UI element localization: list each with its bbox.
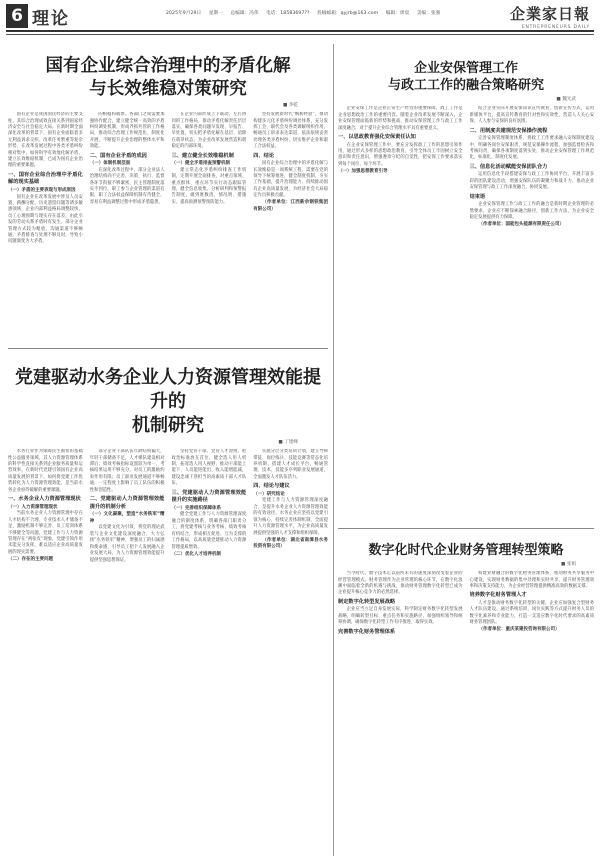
designer: 美编：张强 [416,11,441,16]
paragraph: 部分企业干部队伍年龄结构偏大，年轻干部储备不足，人才梯队建设相对滞后；绩效考核指标设置较为单一，考核结果运用不够充分，对员工的激励约束作用有限；员工职业发展通道不够畅通，一定程度上影响了员工队伍的积极性和创造性。 [89,449,165,493]
section-heading: 完善数字化财务管理体系 [338,628,396,635]
article-byline: ■ 李乾 [283,103,298,109]
article-headline [338,44,594,94]
text-column [90,449,165,861]
section-heading: 一、国有企业综合治理中矛盾化解的现实基础 [8,171,83,186]
paragraph: 结合企业实际开展安保知识宣传教育，创新宣传方式，运用新媒体平台，提高宣传教育的针对性和实效性，营造人人关心安保、人人参与安保的良好氛围。 [469,106,594,125]
article-safety [338,44,594,522]
paragraph: 的根据和载体。各部门之间需要加强协作配合，建立健全统一高效的矛盾纠纷调处机制，形成齐抓共管的工作格局，推动综合治理工作规范化、制度化开展，不断提升企业治理的整体水平和效能。 [89,112,165,150]
header-rule [6,30,594,32]
section-heading: 三、党建驱动人力资源管理效能提升的实施路径 [171,489,247,504]
paragraph: 企业应当立足自身发展实际，科学制定财务数字化转型发展战略，明确转型目标、重点任务和实施路径，加强组织领导和统筹协调，确保数字化转型工作有序推进、取得实效。 [338,607,463,626]
text-column [253,449,328,861]
section-heading: 一、以思政教育强化安保责任认知 [338,133,416,140]
text-column [8,449,83,861]
paragraph: 国有企业在改革发展中涉及人员安置、薪酬分配、历史遗留问题等诸多敏感领域，企业内部利益格局调整较快，员工心理预期与现实存在落差，由此引发的劳动关系矛盾时有发生。部分企业管理方式较为粗放，沟通渠道不够畅通，矛盾排查与处理不够及时，导致小问题演变为大矛盾。 [8,194,83,245]
paragraph: 构建业财融合的数字化财务管理体系，推动财务共享服务中心建设，实现财务数据的集中处理和实时共享，提升财务管理效率和决策支持能力，为企业经营管理提供精准高效的数据支撑。 [469,571,594,589]
subsection-heading: （一）人力资源管理现状 [8,504,58,510]
article-byline: ■ 丁建峰 [278,440,298,446]
headline-line: 机制研究 [132,414,204,436]
paragraph: 实施分层分类培训计划，建立导师带徒、岗位练兵、技能竞赛等常态化培养机制，搭建人才成长平台，畅通管理、技术、技能多序列职业发展通道，全面激发人才队伍活力。 [253,449,328,480]
text-column [470,106,595,508]
header-rule-thin [6,34,594,35]
editor: 编辑：周宸 [385,11,410,16]
subsection-heading: （一）加强思想教育引导 [338,168,388,174]
subsection-heading: （一）体制机制层面 [89,161,131,167]
paragraph: 建立常态化矛盾纠纷排查工作机制，定期开展全面排查，对重点领域、重点群体、重点环节实行动态跟踪管理，健全信息收集、分析研判和预警报告制度，做到底数清、情况明、措施实，提高预测预警预防能力。 [171,167,247,205]
email: 投稿邮箱：qyjrb@163.com [317,11,379,16]
article-finance [338,534,594,856]
paragraph: 以党建文化为引领，将党的理论武装与企业文化建设深度融合，大力弘扬“水务铁军”精神，增强员工的归属感和使命感，引导员工把个人发展融入企业发展大局，为人力资源管理效能提升提供坚强思想保证。 [89,525,165,563]
paragraph: 水务行业作为保障民生福祉的基础性公益服务领域，其人力资源管理体系的科学性直接关系到企业服务质量和运营效率。在新时代党建引领国有企业高质量发展的背景下，如何将党建工作优势转化为人力资源管理效能，是当前水务企业亟待破解的重要课题。 [8,449,83,493]
headline-line: 与政工工作的融合策略研究 [387,78,544,94]
section-heading: 一、水务企业人力资源管理现状 [8,496,81,503]
article-body [8,449,328,861]
section-heading: 二、国有企业矛盾的成因 [89,152,147,159]
paragraph: 党建工作与人力资源管理深度融合，是提升水务企业人力资源管理效能的有效途径。水务企业应坚持以党建引领为核心，持续完善体制机制，全面提升人力资源管理水平，为企业高质量发展提供坚强的人才支撑和组织保障。 [253,498,328,536]
author-affiliation: （作者单位：国能包头能源有限责任公司） [478,221,564,227]
section-divider [338,528,594,529]
phone: 电话：18583697?? [266,11,310,16]
section-heading: 四、结论与建议 [253,483,290,490]
text-column [8,112,83,330]
page-header [0,0,600,44]
subsection-heading: （一）矛盾的主要表现与形成原因 [8,188,76,194]
issue-weekday: 星期一 [208,11,223,16]
headline-line: 党建驱动水务企业人力资源管理效能提升的 [15,367,321,412]
paragraph: 国有企业是我国国民经济的主要支柱，其综合治理成效直接关系到国家经济安全与社会稳定大局。在新时期全面深化改革的背景下，国有企业面临着多元利益诉求交织、改革任务繁重等复杂形势，在改革发展过程中各类矛盾纠纷相对集中，如何科学有效地化解矛盾，建立长效维稳机制，已成为国有企业治理的重要课题。 [8,112,83,169]
section-heading: 三、信息化活动赋能安保团队合力 [469,163,548,170]
masthead-name: 企業家日報 [509,5,590,23]
text-column [338,571,463,837]
section-title: 理论 [32,9,70,29]
text-column [338,106,463,508]
text-column [470,571,595,837]
headline-line: 企业安保管理工作 [413,61,518,76]
paragraph: 运用信息化手段搭建安保与政工工作协同平台，开展丰富多彩的团队建设活动，增强安保队伍的凝聚力和战斗力，推动企业安保管理与政工工作深度融合、协同发展。 [469,172,594,191]
paragraph: 坚持发展新时代“枫桥经验”，推动构建多元化矛盾纠纷调处体系，充分发挥工会、职代会及各类调解组织作用，畅通员工诉求表达渠道，依法依规妥善处理各类矛盾纠纷，切实维护企业和职工合法权益。 [253,112,328,150]
paragraph: 健全党建工作与人力资源管理深度融合的制度体系，明确各部门职责分工，将党建考核与业务考核、绩效考核有机结合，形成相互促进、互为支撑的工作格局，以高质量党建推动人力资源管理提质增效。 [171,512,247,550]
paragraph: 企业安保管理工作与政工工作的融合是新时期企业管理的必然要求，企业应不断探索融合路径，创新工作方法，为企业安全稳定发展提供有力保障。 [469,202,594,220]
issue-meta [166,10,446,16]
paragraph: 完善安保管理制度体系，将政工工作要求融入安保制度建设中，明确各岗位安保职责，规范安保操作流程，加强监督检查和考核问责，确保各项制度落到实处，推动企业安保管理工作规范化、标准化、制度化发展。 [469,136,594,161]
paragraph: 当今时代，数字技术正以前所未有的速度深刻改变着企业的经营管理模式。财务管理作为企业管理的核心环节，在数字化浪潮中面临着全新的机遇与挑战，推动财务管理数字化转型已成为企业提升核心竞争力的必然选择。 [338,571,463,596]
headline-line: 与长效维稳对策研究 [89,79,247,100]
subsection-heading: （一）文化凝聚，塑造“水务铁军”精神 [89,512,165,524]
paragraph: 在深化改革过程中，部分企业法人治理结构尚不完善，决策、执行、监督各环节衔接不够紧密，民主管理制度落实不到位，职工参与企业管理的渠道有限，职工合法权益保障机制有待健全，容易在利益调整过程中形成矛盾隐患。 [89,167,165,205]
masthead [510,3,590,30]
column-divider [333,44,334,856]
section-heading: 结束语 [469,193,486,200]
section-heading: 四、结论 [253,152,275,159]
paragraph: 坚持党管干部、党管人才原则，把政治标准放在首位，健全选人用人机制，拓宽选人用人视野，推动干部能上能下、人员能进能出、收入能增能减，建设忠诚干净担当的高素质干部人才队伍。 [171,449,247,487]
chief-editor: 总编辑：冯伟 [230,11,259,16]
section-heading: 二、用制度共建规范安保操作流程 [469,127,548,134]
subsection-heading: （二）存在的主要问题 [8,556,53,562]
paragraph: 企业安保工作是企业正常生产经营的重要保障，政工工作是企业思想政治工作的重要内容。随着企业改革发展不断深入，企业安保管理面临新的形势和挑战，推动安保管理工作与政工工作深度融合，对于提升企业综合管理水平具有重要意义。 [338,106,463,131]
section-heading: 二、党建驱动人力资源管理效能提升的机制分析 [89,496,165,510]
subsection-heading: （一）完善组织保障体系 [171,505,221,511]
article-headline [8,44,328,101]
article-byline: ■ 张娟 [561,562,576,568]
headline-line: 国有企业综合治理中的矛盾化解 [45,56,291,76]
masthead-english: ENTREPRENEURS DAILY [521,25,590,30]
subsection-heading: （二）优化人才培养机制 [171,551,221,557]
subsection-heading: （一）健全矛盾排查预警机制 [171,161,230,167]
section-divider [8,348,328,349]
section-heading: 三、建立健全长效维稳机制 [171,152,234,159]
text-column [172,449,247,861]
paragraph: 当前水务企业人力资源管理中存在人才结构不合理、专业技术人才储备不足、激励机制不够完善、员工培训体系不够健全等问题，党建工作与人力资源管理存在“两张皮”现象，党建引领作用未能充分发挥，难以适应企业高质量发展的现实需要。 [8,511,83,555]
article-body [338,106,594,508]
author-affiliation: （作者单位：湖北省南漳县水务投资有限公司） [253,537,328,550]
paragraph: 人才是推动财务数字化转型的关键。企业应加强复合型财务人才队伍建设，通过系统培训、岗位实践等方式提升财务人员的数字化素养和专业能力，打造一支适应数字化时代要求的高素质财务管理团队。 [469,600,594,626]
article-byline: ■ 魏光武 [556,97,576,103]
article-headline: 数字化时代企业财务管理转型策略 [368,543,564,558]
author-affiliation: （作者单位：重庆某建投咨询有限公司） [478,627,560,633]
subsection-heading: （一）研究结论 [253,491,285,497]
article-governance [8,44,328,342]
paragraph: 在企业内部形成上下联动、左右协同的工作格局，推动矛盾化解责任层层落实，确保各类问题早发现、早报告、早处置，切实把矛盾化解在基层、消除在萌芽状态，为企业改革发展营造和谐稳定的内部环境。 [171,112,247,150]
paragraph: 在企业安保管理工作中，要充分发挥政工工作的思想引领作用，通过形式多样的思想政治教育，引导全体员工牢固树立安全意识和责任意识，增强遵章守纪的自觉性，把安保工作要求落实到每个岗位、每个环节。 [338,142,463,167]
issue-date: 2025年9月29日 [166,11,202,16]
section-heading: 培养数字化财务管理人才 [469,592,527,599]
article-headline [8,356,328,437]
article-body [8,112,328,330]
text-column [253,112,328,330]
paragraph: 国有企业综合治理中的矛盾化解与长效维稳是一项系统工程，需要在党的领导下统筹推进，健全制度机制，夯实工作基础，提升治理能力，持续推动国有企业高质量发展，为经济社会大局稳定作出积极贡献。 [253,161,328,199]
text-column [90,112,165,330]
article-body [338,571,594,837]
article-hr [8,356,328,856]
text-column [172,112,247,330]
author-affiliation: （作者单位：江西新余钢铁集团有限公司） [253,200,328,212]
page-number-badge: 6 [6,4,28,28]
section-heading: 制定数字化转型发展战略 [338,598,396,605]
